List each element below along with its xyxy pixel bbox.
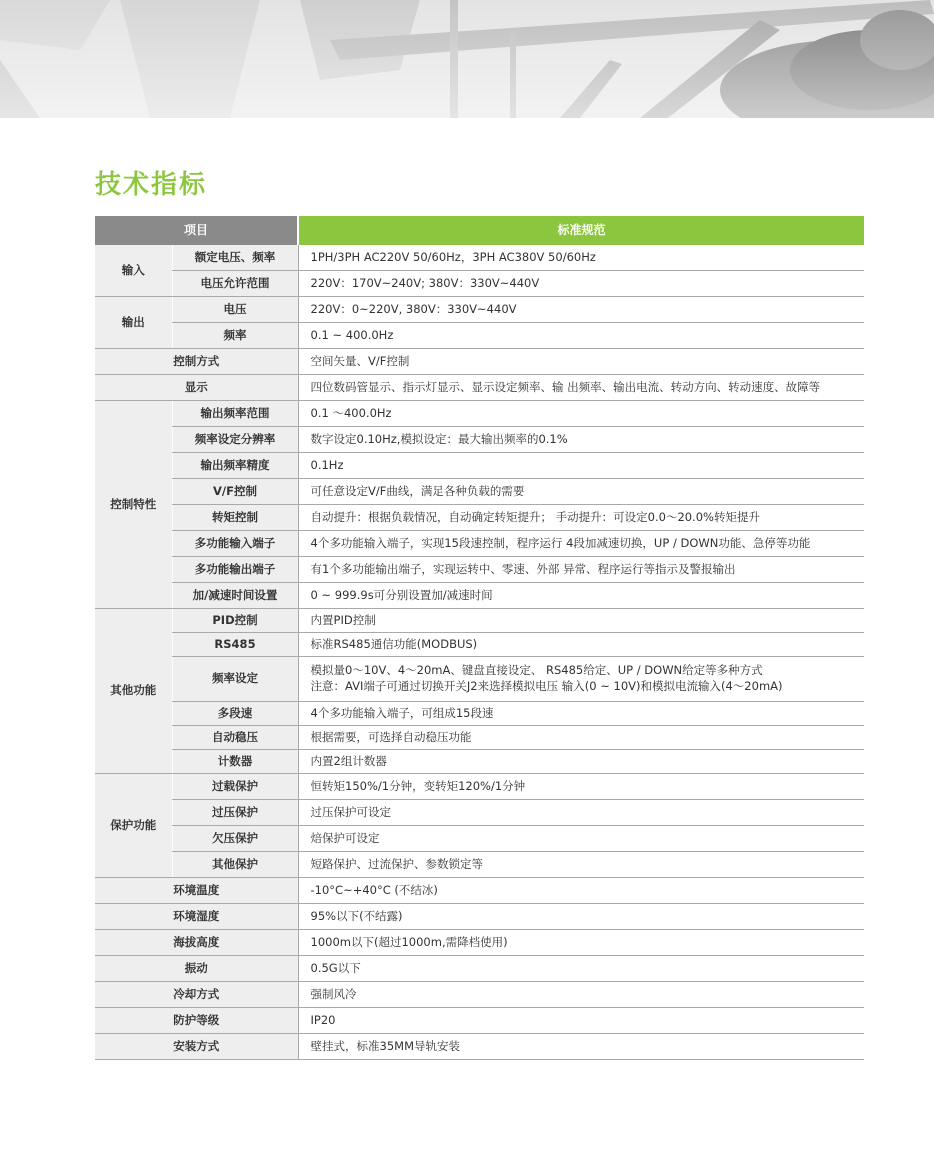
row-item: 输出频率范围 [172, 401, 298, 427]
row-value: 焙保护可设定 [298, 826, 864, 852]
row-item: 海拔高度 [95, 930, 298, 956]
row-item: 电压允许范围 [172, 271, 298, 297]
table-row [95, 800, 864, 826]
row-item: 电压 [172, 297, 298, 323]
table-row [95, 557, 864, 583]
row-value: 可任意设定V/F曲线，满足各种负载的需要 [298, 479, 864, 505]
table-row [95, 1008, 864, 1034]
row-item: 多功能输出端子 [172, 557, 298, 583]
row-item: V/F控制 [172, 479, 298, 505]
row-value: 1000m以下(超过1000m,需降档使用) [298, 930, 864, 956]
table-row [95, 904, 864, 930]
row-value: 4个多功能输入端子，可组成15段速 [298, 702, 864, 726]
row-item: 显示 [95, 375, 298, 401]
row-item: 过压保护 [172, 800, 298, 826]
table-row [95, 1034, 864, 1060]
table-row [95, 531, 864, 557]
table-row [95, 750, 864, 774]
row-value: IP20 [298, 1008, 864, 1034]
row-value: 有1个多功能输出端子，实现运转中、零速、外部 异常、程序运行等指示及警报输出 [298, 557, 864, 583]
table-row [95, 453, 864, 479]
row-value: 恒转矩150%/1分钟，变转矩120%/1分钟 [298, 774, 864, 800]
table-row [95, 657, 864, 702]
row-item: 冷却方式 [95, 982, 298, 1008]
row-value: 过压保护可设定 [298, 800, 864, 826]
row-item: 自动稳压 [172, 726, 298, 750]
table-row [95, 982, 864, 1008]
conveyor-photo-illustration [0, 0, 934, 118]
row-value: 强制风冷 [298, 982, 864, 1008]
row-item: 环境湿度 [95, 904, 298, 930]
row-value: 内置2组计数器 [298, 750, 864, 774]
row-value: 4个多功能输入端子，实现15段速控制，程序运行 4段加减速切换，UP / DOWN功能、急停等功能 [298, 531, 864, 557]
table-row [95, 297, 864, 323]
row-item: 过载保护 [172, 774, 298, 800]
row-item: 转矩控制 [172, 505, 298, 531]
table-row [95, 878, 864, 904]
row-value: 四位数码管显示、指示灯显示、显示设定频率、输 出频率、输出电流、转动方向、转动速度、故障等 [298, 375, 864, 401]
row-item: 输出频率精度 [172, 453, 298, 479]
page-title: 技术指标 [95, 170, 208, 200]
table-row [95, 583, 864, 609]
table-row [95, 852, 864, 878]
table-row [95, 271, 864, 297]
table-row [95, 633, 864, 657]
category-control-characteristics: 控制特性 [95, 401, 172, 609]
row-value: 0.5G以下 [298, 956, 864, 982]
table-row [95, 427, 864, 453]
row-item: 振动 [95, 956, 298, 982]
row-item: 加/减速时间设置 [172, 583, 298, 609]
row-value: 220V：170V~240V; 380V：330V~440V [298, 271, 864, 297]
table-row [95, 479, 864, 505]
row-item: 频率 [172, 323, 298, 349]
row-value: 0.1 ～400.0Hz [298, 401, 864, 427]
row-value: 空间矢量、V/F控制 [298, 349, 864, 375]
row-item: RS485 [172, 633, 298, 657]
row-item: 额定电压、频率 [172, 245, 298, 271]
table-row [95, 826, 864, 852]
row-value: 220V：0~220V, 380V：330V~440V [298, 297, 864, 323]
category-other-functions: 其他功能 [95, 609, 172, 774]
row-value: 0.1 ~ 400.0Hz [298, 323, 864, 349]
row-value: 内置PID控制 [298, 609, 864, 633]
row-item: 防护等级 [95, 1008, 298, 1034]
table-row [95, 401, 864, 427]
row-item: 多段速 [172, 702, 298, 726]
category-output: 输出 [95, 297, 172, 349]
category-input: 输入 [95, 245, 172, 297]
category-protection: 保护功能 [95, 774, 172, 878]
row-value: 自动提升：根据负载情况，自动确定转矩提升； 手动提升：可设定0.0～20.0%转矩提升 [298, 505, 864, 531]
row-value: 模拟量0～10V、4～20mA、键盘直接设定、 RS485给定、UP / DOWN给定等多种方式 注意：AVI端子可通过切换开关J2来选择模拟电压 输入(0 ~ 10V)和模拟电流输入(4～20mA) [298, 657, 864, 702]
row-item: 计数器 [172, 750, 298, 774]
table-row [95, 349, 864, 375]
industrial-banner-image [0, 0, 934, 118]
table-row [95, 609, 864, 633]
row-item: 欠压保护 [172, 826, 298, 852]
spec-table [95, 216, 864, 1060]
row-item: 安装方式 [95, 1034, 298, 1060]
header-item: 项目 [95, 216, 298, 245]
row-value: 数字设定0.10Hz,模拟设定：最大输出频率的0.1% [298, 427, 864, 453]
row-value: 标准RS485通信功能(MODBUS) [298, 633, 864, 657]
table-row [95, 774, 864, 800]
table-row [95, 245, 864, 271]
row-value: 1PH/3PH AC220V 50/60Hz，3PH AC380V 50/60Hz [298, 245, 864, 271]
table-row [95, 726, 864, 750]
row-item: 控制方式 [95, 349, 298, 375]
table-row [95, 956, 864, 982]
row-value: 95%以下(不结露) [298, 904, 864, 930]
row-item: 频率设定分辨率 [172, 427, 298, 453]
row-value: 0.1Hz [298, 453, 864, 479]
table-row [95, 375, 864, 401]
table-row [95, 702, 864, 726]
row-value: 短路保护、过流保护、参数锁定等 [298, 852, 864, 878]
row-item: 多功能输入端子 [172, 531, 298, 557]
row-value: 壁挂式，标准35MM导轨安装 [298, 1034, 864, 1060]
row-value: -10°C~+40°C (不结冰) [298, 878, 864, 904]
row-value: 0 ~ 999.9s可分别设置加/减速时间 [298, 583, 864, 609]
table-row [95, 323, 864, 349]
row-item: 环境温度 [95, 878, 298, 904]
row-item: 频率设定 [172, 657, 298, 702]
table-header-row [95, 216, 864, 245]
row-item: PID控制 [172, 609, 298, 633]
table-row [95, 930, 864, 956]
header-standard: 标准规范 [298, 216, 864, 245]
table-row [95, 505, 864, 531]
row-value: 根据需要，可选择自动稳压功能 [298, 726, 864, 750]
row-item: 其他保护 [172, 852, 298, 878]
